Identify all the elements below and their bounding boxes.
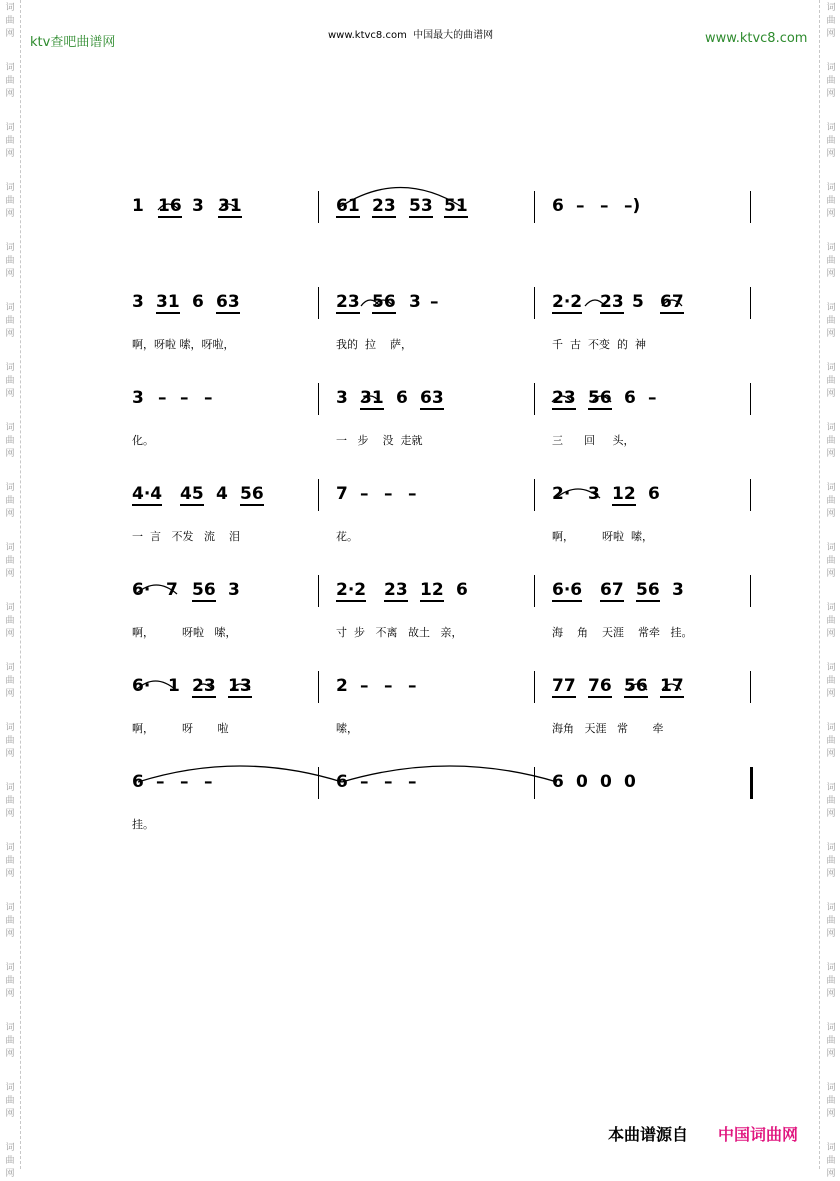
watermark-text: 词 曲 网 xyxy=(826,783,836,819)
note: 3 xyxy=(336,388,348,408)
note: 56 xyxy=(624,676,648,696)
watermark-text: 词 曲 网 xyxy=(5,483,15,519)
note: 0 xyxy=(624,772,636,792)
lyric-line: 啊， 呀啦 嗦， xyxy=(552,530,653,543)
note: 23 xyxy=(552,388,576,408)
note: 77 xyxy=(552,676,576,696)
watermark-text: 词 曲 网 xyxy=(826,183,836,219)
note: 7 xyxy=(336,484,348,504)
note: 6·6 xyxy=(552,580,583,600)
note: – xyxy=(384,772,393,792)
watermark-text: 词 曲 网 xyxy=(826,123,836,159)
lyric-line: 寸 步 不离 故土 亲， xyxy=(336,626,463,639)
watermark-text: 词 曲 网 xyxy=(826,1143,836,1179)
final-barline xyxy=(750,767,753,799)
barline xyxy=(534,383,535,415)
header-tagline: www.ktvc8.com 中国最大的曲谱网 xyxy=(328,30,494,41)
watermark-text: 词 曲 网 xyxy=(5,183,15,219)
watermark-text: 词 曲 网 xyxy=(826,1083,836,1119)
note: 6 xyxy=(456,580,468,600)
watermark-text: 词 曲 网 xyxy=(826,423,836,459)
note: 3 xyxy=(409,292,421,312)
note: 51 xyxy=(444,196,468,216)
note: 6 xyxy=(192,292,204,312)
note: 3 xyxy=(132,292,144,312)
note: 3 xyxy=(228,580,240,600)
lyric-line: 海角 天涯 常 牵 xyxy=(552,722,664,735)
barline xyxy=(318,671,319,703)
watermark-text: 词 曲 网 xyxy=(5,963,15,999)
note: 56 xyxy=(240,484,264,504)
note: 23 xyxy=(192,676,216,696)
note: – xyxy=(408,676,417,696)
note: 2· xyxy=(552,484,571,504)
lyric-line: 啊， 呀 啦 xyxy=(132,722,229,735)
watermark-text: 词 曲 网 xyxy=(5,543,15,579)
note: 3 xyxy=(132,388,144,408)
barline xyxy=(318,479,319,511)
note: – xyxy=(360,484,369,504)
watermark-text: 词 曲 网 xyxy=(826,543,836,579)
lyric-line: 一 言 不发 流 泪 xyxy=(132,530,240,543)
note: – xyxy=(156,772,165,792)
watermark-text: 词 曲 网 xyxy=(826,243,836,279)
watermark-text: 词 曲 网 xyxy=(5,123,15,159)
tie xyxy=(342,766,557,782)
footer-site-link[interactable]: 中国词曲网 xyxy=(718,1125,799,1144)
barline xyxy=(318,383,319,415)
note: 6 xyxy=(132,772,144,792)
note: 67 xyxy=(660,292,684,312)
barline xyxy=(534,287,535,319)
note: 56 xyxy=(372,292,396,312)
barline xyxy=(534,671,535,703)
note: 63 xyxy=(216,292,240,312)
note: – xyxy=(576,196,585,216)
watermark-text: 词 曲 网 xyxy=(826,363,836,399)
barline xyxy=(534,575,535,607)
note: 0 xyxy=(600,772,612,792)
note: 5 xyxy=(632,292,644,312)
lyric-line: 我的 拉 萨， xyxy=(336,338,412,351)
watermark-text: 词 曲 网 xyxy=(5,1023,15,1059)
barline xyxy=(750,383,751,415)
watermark-text: 词 曲 网 xyxy=(5,3,15,39)
note: 61 xyxy=(336,196,360,216)
note: 6· xyxy=(132,676,151,696)
lyric-line: 花。 xyxy=(336,530,358,543)
watermark-text: 词 曲 网 xyxy=(5,1143,15,1179)
note: 23 xyxy=(336,292,360,312)
note: 23 xyxy=(372,196,396,216)
note: 6 xyxy=(552,196,564,216)
note: 23 xyxy=(600,292,624,312)
lyric-line: 三 回 头， xyxy=(552,434,635,447)
header-site-name[interactable]: ktv查吧曲谱网 xyxy=(30,35,116,50)
note: 0 xyxy=(576,772,588,792)
note: 12 xyxy=(420,580,444,600)
watermark-text: 词 曲 网 xyxy=(826,303,836,339)
note: 67 xyxy=(600,580,624,600)
barline xyxy=(750,479,751,511)
note: 6 xyxy=(648,484,660,504)
note: 1 xyxy=(168,676,180,696)
note: – xyxy=(384,484,393,504)
watermark-text: 词 曲 网 xyxy=(826,63,836,99)
lyric-line: 啊， 呀啦 嗦， xyxy=(132,626,237,639)
note: 2·2 xyxy=(552,292,583,312)
watermark-text: 词 曲 网 xyxy=(826,723,836,759)
watermark-text: 词 曲 网 xyxy=(826,483,836,519)
note: 17 xyxy=(660,676,684,696)
watermark-text: 词 曲 网 xyxy=(5,843,15,879)
watermark-text: 词 曲 网 xyxy=(5,303,15,339)
note: 2·2 xyxy=(336,580,367,600)
note: 31 xyxy=(218,196,242,216)
lyric-line: 嗦， xyxy=(336,722,358,735)
note: 56 xyxy=(636,580,660,600)
note: 7 xyxy=(166,580,178,600)
footer-source-label: 本曲谱源自 xyxy=(608,1125,689,1144)
note: 63 xyxy=(420,388,444,408)
watermark-text: 词 曲 网 xyxy=(5,243,15,279)
note: 56 xyxy=(192,580,216,600)
watermark-text: 词 曲 网 xyxy=(826,843,836,879)
watermark-text: 词 曲 网 xyxy=(826,603,836,639)
note: 31 xyxy=(156,292,180,312)
note: – xyxy=(408,772,417,792)
barline xyxy=(318,191,319,223)
barline xyxy=(750,191,751,223)
watermark-text: 词 曲 网 xyxy=(826,963,836,999)
note: 4 xyxy=(216,484,228,504)
note: – xyxy=(204,388,213,408)
lyric-line: 海 角 天涯 常牵 挂。 xyxy=(552,626,693,639)
note: 16 xyxy=(158,196,182,216)
note: 31 xyxy=(360,388,384,408)
note: – xyxy=(408,484,417,504)
watermark-text: 词 曲 网 xyxy=(5,603,15,639)
note: 3 xyxy=(192,196,204,216)
watermark-text: 词 曲 网 xyxy=(5,1083,15,1119)
note: 3 xyxy=(588,484,600,504)
barline xyxy=(750,575,751,607)
note: – xyxy=(600,196,609,216)
note: 6 xyxy=(336,772,348,792)
note: – xyxy=(180,388,189,408)
note: – xyxy=(384,676,393,696)
watermark-text: 词 曲 网 xyxy=(5,723,15,759)
note: – xyxy=(648,388,657,408)
note: – xyxy=(360,772,369,792)
watermark-text: 词 曲 网 xyxy=(826,3,836,39)
barline xyxy=(534,479,535,511)
note: – xyxy=(430,292,439,312)
header-url[interactable]: www.ktvc8.com xyxy=(705,31,808,46)
lyric-line: 一 步 没 走就 xyxy=(336,434,423,447)
watermark-text: 词 曲 网 xyxy=(5,663,15,699)
barline xyxy=(750,671,751,703)
lyric-line: 啊，呀啦 嗦，呀啦， xyxy=(132,338,235,351)
note: – xyxy=(158,388,167,408)
watermark-text: 词 曲 网 xyxy=(826,663,836,699)
note: 53 xyxy=(409,196,433,216)
watermark-text: 词 曲 网 xyxy=(5,903,15,939)
note: 2 xyxy=(336,676,348,696)
watermark-text: 词 曲 网 xyxy=(826,1023,836,1059)
watermark-text: 词 曲 网 xyxy=(5,63,15,99)
lyric-line: 千 古 不变 的 神 xyxy=(552,338,646,351)
note: 6· xyxy=(132,580,151,600)
barline xyxy=(318,575,319,607)
note: 1 xyxy=(132,196,144,216)
note: –) xyxy=(624,196,641,216)
note: 56 xyxy=(588,388,612,408)
note: 23 xyxy=(384,580,408,600)
note: – xyxy=(204,772,213,792)
barline xyxy=(318,287,319,319)
barline xyxy=(534,767,535,799)
tie xyxy=(138,766,342,782)
note: 3 xyxy=(672,580,684,600)
barline xyxy=(318,767,319,799)
barline xyxy=(534,191,535,223)
note: 76 xyxy=(588,676,612,696)
note: 45 xyxy=(180,484,204,504)
note: 12 xyxy=(612,484,636,504)
watermark-text: 词 曲 网 xyxy=(5,783,15,819)
note: 6 xyxy=(552,772,564,792)
lyric-line: 化。 xyxy=(132,434,154,447)
note: – xyxy=(360,676,369,696)
lyric-line: 挂。 xyxy=(132,818,154,831)
note: 6 xyxy=(396,388,408,408)
note: 6 xyxy=(624,388,636,408)
watermark-text: 词 曲 网 xyxy=(5,363,15,399)
watermark-text: 词 曲 网 xyxy=(5,423,15,459)
note: 4·4 xyxy=(132,484,163,504)
note: – xyxy=(180,772,189,792)
note: 13 xyxy=(228,676,252,696)
barline xyxy=(750,287,751,319)
watermark-text: 词 曲 网 xyxy=(826,903,836,939)
